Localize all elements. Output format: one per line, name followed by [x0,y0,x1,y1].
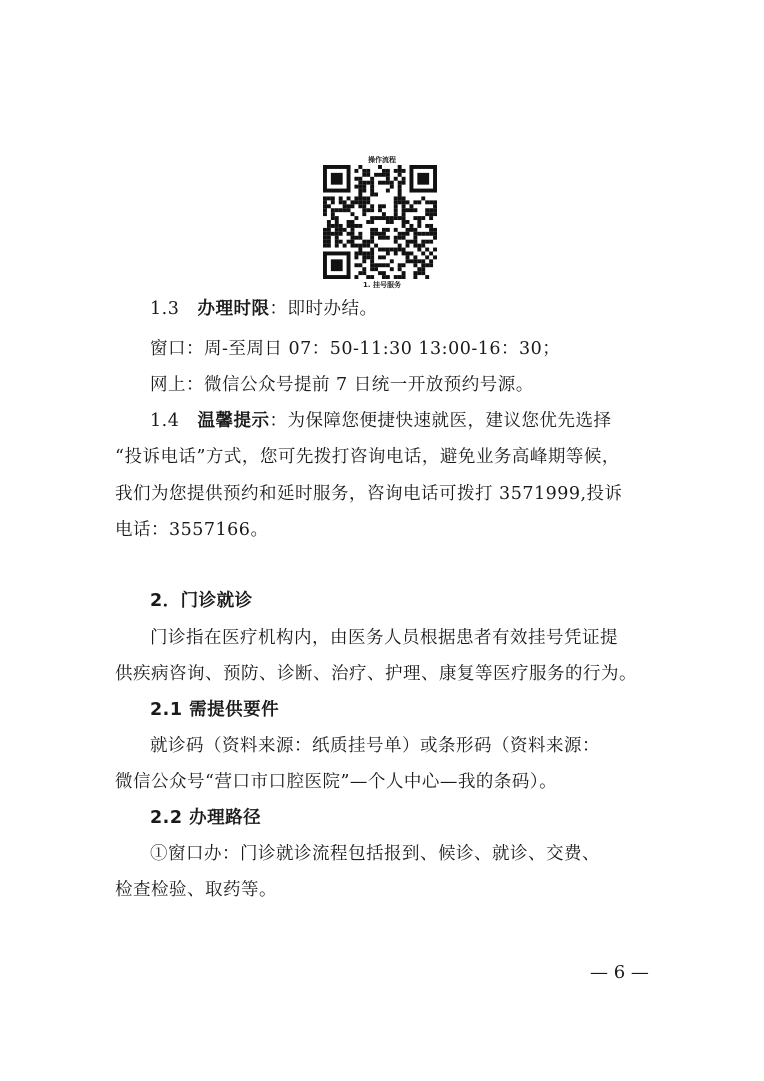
section-2-1-heading: 2.1 需提供要件 [150,700,280,720]
text-line: “投诉电话”方式，您可先拨打咨询电话，避免业务高峰期等候， [115,447,620,467]
text-line: 检查检验、取药等。 [115,880,277,900]
section-2-2-heading: 2.2 办理路径 [150,808,262,828]
section-number: 1.3 [150,299,180,319]
text-line: 窗口：周-至周日 07：50-11:30 13:00-16：30； [150,339,561,359]
section-heading: 办理时限 [197,299,270,319]
text-line: 微信公众号“营口市口腔医院”—个人中心—我的条码）。 [115,772,558,792]
text-line: 供疾病咨询、预防、诊断、治疗、护理、康复等医疗服务的行为。 [115,664,637,684]
page-number: — 6 — [590,962,649,983]
section-text: ：为保障您便捷快速就医，建议您优先选择 [269,411,612,431]
text-line: ①窗口办：门诊就诊流程包括报到、候诊、就诊、交费、 [150,844,600,864]
text-line: 我们为您提供预约和延时服务，咨询电话可拨打 3571999,投诉 [115,484,623,504]
text-line: 就诊码（资料来源：纸质挂号单）或条形码（资料来源： [150,736,600,756]
section-1-3-line [150,298,710,320]
text-line: 电话：3557166。 [115,520,269,540]
section-2-heading: 2．门诊就诊 [150,591,253,611]
section-text: ：即时办结。 [269,299,378,319]
text-line: 网上：微信公众号提前 7 日统一开放预约号源。 [150,375,534,395]
qr-code [323,165,437,279]
text-line: 门诊指在医疗机构内，由医务人员根据患者有效挂号凭证提 [150,628,618,648]
qr-caption-bottom: 1. 挂号服务 [363,281,401,289]
section-1-4-line [150,410,710,432]
section-heading: 温馨提示 [197,411,270,431]
section-number: 1.4 [150,411,180,431]
qr-caption-top: 操作流程 [368,156,396,164]
